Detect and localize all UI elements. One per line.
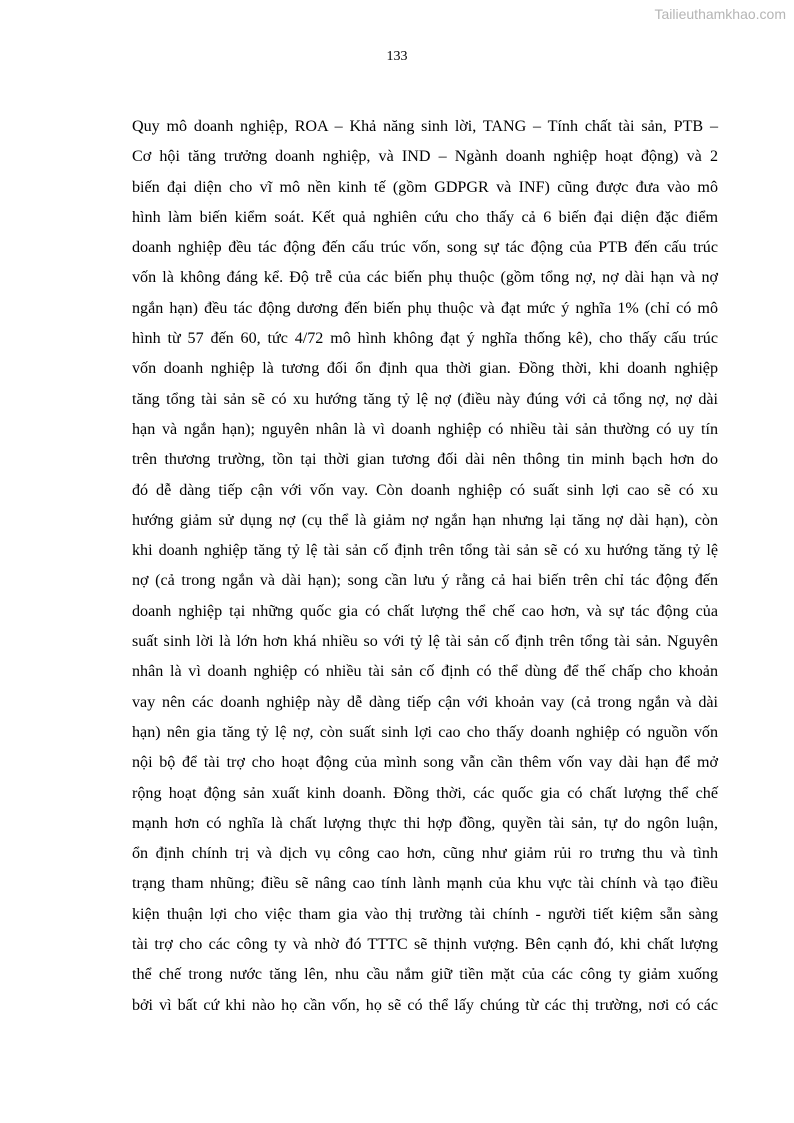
text-line: hình làm biến kiểm soát. Kết quả nghiên cứu cho thấy cả 6 biến đại diện đặc điểm <box>132 208 718 226</box>
text-line: mạnh hơn có nghĩa là chất lượng thực thi hợp đồng, quyền tài sản, tự do ngôn luận, <box>132 814 718 832</box>
text-line: vốn doanh nghiệp là tương đối ổn định qua thời gian. Đồng thời, khi doanh nghiệp <box>132 360 718 378</box>
text-line: Quy mô doanh nghiệp, ROA – Khả năng sinh lời, TANG – Tính chất tài sản, PTB – <box>132 118 718 135</box>
text-line: nội bộ để tài trợ cho hoạt động của mình song vẫn cần thêm vốn vay dài hạn để mở <box>132 754 718 772</box>
text-line: suất sinh lời là lớn hơn khá nhiều so với tỷ lệ tài sản cố định trên tổng tài sản. Nguyên <box>132 633 718 651</box>
text-line: hình từ 57 đến 60, tức 4/72 mô hình không đạt ý nghĩa thống kê), cho thấy cấu trúc <box>132 330 718 348</box>
text-line: vốn là không đáng kể. Độ trễ của các biến phụ thuộc (gồm tổng nợ, nợ dài hạn và nợ <box>132 269 718 287</box>
text-line: trên thương trường, tồn tại thời gian tương đối dài nên thông tin minh bạch hơn do <box>132 451 718 469</box>
text-line: khi doanh nghiệp tăng tỷ lệ tài sản cố định trên tổng tài sản sẽ có xu hướng tăng tỷ lệ <box>132 542 718 560</box>
text-line: hạn) nên gia tăng tỷ lệ nợ, còn suất sinh lợi cao cho thấy doanh nghiệp có nguồn vốn <box>132 723 718 741</box>
text-line: thể chế trong nước tăng lên, nhu cầu nắm giữ tiền mặt của các công ty giảm xuống <box>132 966 718 984</box>
text-line: ngắn hạn) đều tác động dương đến biến phụ thuộc và đạt mức ý nghĩa 1% (chỉ có mô <box>132 299 718 317</box>
body-text <box>132 112 718 1021</box>
text-line: đó dễ dàng tiếp cận với vốn vay. Còn doanh nghiệp có suất sinh lợi cao sẽ có xu <box>132 481 718 499</box>
text-line: hướng giảm sử dụng nợ (cụ thể là giảm nợ ngắn hạn nhưng lại tăng nợ dài hạn), còn <box>132 511 718 529</box>
text-line: biến đại diện cho vĩ mô nền kinh tế (gồm GDPGR và INF) cũng được đưa vào mô <box>132 178 718 196</box>
text-line: hạn và ngắn hạn); nguyên nhân là vì doanh nghiệp có nhiều tài sản thường có uy tín <box>132 420 718 438</box>
text-line: doanh nghiệp đều tác động đến cấu trúc vốn, song sự tác động của PTB đến cấu trúc <box>132 239 718 257</box>
text-line: tăng tổng tài sản sẽ có xu hướng tăng tỷ lệ nợ (điều này đúng với cả tổng nợ, nợ dài <box>132 390 718 408</box>
page-number: 133 <box>386 49 408 64</box>
watermark: Tailieuthamkhao.com <box>654 6 786 22</box>
text-line: Cơ hội tăng trưởng doanh nghiệp, và IND – Ngành doanh nghiệp hoạt động) và 2 <box>132 148 718 166</box>
text-line: kiện thuận lợi cho việc tham gia vào thị trường tài chính - người tiết kiệm sẵn sàng <box>132 905 718 923</box>
text-line: vay nên các doanh nghiệp này dễ dàng tiếp cận với khoản vay (cả trong ngắn và dài <box>132 693 718 711</box>
text-line: bởi vì bất cứ khi nào họ cần vốn, họ sẽ có thể lấy chúng từ các thị trường, nơi có các <box>132 996 718 1014</box>
text-line: doanh nghiệp tại những quốc gia có chất lượng thể chế cao hơn, và sự tác động của <box>132 602 718 620</box>
text-line: trạng tham nhũng; điều sẽ nâng cao tính lành mạnh của khu vực tài chính và tạo điều <box>132 875 718 893</box>
text-line: ổn định chính trị và dịch vụ công cao hơn, cũng như giảm rủi ro trưng thu và tình <box>132 845 718 863</box>
text-line: nhân là vì doanh nghiệp có nhiều tài sản cố định có thể dùng để thế chấp cho khoản <box>132 663 718 681</box>
text-line: nợ (cả trong ngắn và dài hạn); song cần lưu ý rằng cả hai biến trên chỉ tác động đến <box>132 572 718 590</box>
text-line: rộng hoạt động sản xuất kinh doanh. Đồng thời, các quốc gia có chất lượng thể chế <box>132 784 718 802</box>
text-line: tài trợ cho các công ty và nhờ đó TTTC sẽ thịnh vượng. Bên cạnh đó, khi chất lượng <box>132 936 718 954</box>
